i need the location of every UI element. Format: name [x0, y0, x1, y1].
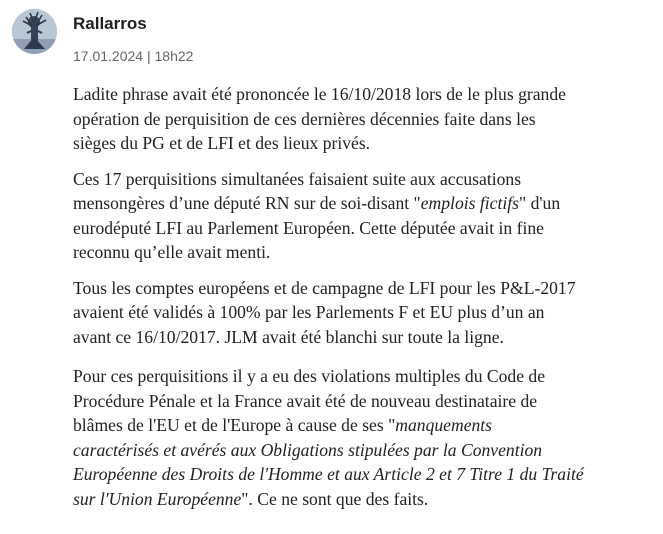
comment-time: 18h22: [154, 48, 194, 64]
comment-date: 17.01.2024: [73, 48, 144, 64]
quoted-emphasis: manquements: [395, 415, 493, 435]
author-name[interactable]: Rallarros: [73, 14, 147, 33]
comment-body: [73, 82, 655, 522]
avatar[interactable]: [12, 9, 57, 54]
comment-text-line: avant ce 16/10/2017. JLM avait été blanchi sur toute la ligne.: [73, 326, 504, 347]
comment-text-line: Pour ces perquisitions il y a eu des violations multiples du Code de: [73, 366, 546, 386]
avatar-image: [12, 9, 57, 54]
comment-text-line: Tous les comptes européens et de campagne de LFI pour les P&L-2017: [73, 277, 576, 298]
comment-paragraph: [73, 82, 655, 156]
comment-timestamp: [73, 48, 193, 64]
comment-text-line: Ladite phrase avait été prononcée le 16/10/2018 lors de le plus grande: [73, 84, 566, 104]
comment-paragraph: [73, 276, 655, 350]
comment-text-line: reconnu qu’elle avait menti.: [73, 242, 271, 262]
comment-paragraph: [73, 364, 655, 511]
timestamp-separator: |: [146, 48, 151, 64]
comment-text-line: Ces 17 perquisitions simultanées faisaient suite aux accusations: [73, 168, 522, 189]
quoted-emphasis: Européenne des Droits de l'Homme et aux Article 2 et 7 Titre 1 du Traité: [73, 464, 584, 484]
comment-text-line: eurodéputé LFI au Parlement Européen. Cette députée avait in fine: [73, 217, 544, 238]
quoted-emphasis: sur l'Union Européenne: [73, 488, 242, 509]
comment-text-line: blâmes de l'EU et de l'Europe à cause de ses ": [73, 415, 396, 435]
quoted-emphasis: caractérisés et avérés aux Obligations stipulées par la Convention: [73, 439, 543, 460]
quoted-emphasis: emplois fictifs: [420, 193, 519, 213]
comment-text-line: ". Ce ne sont que des faits.: [241, 488, 429, 509]
comment-text-line: Procédure Pénale et la France avait été de nouveau destinataire de: [73, 390, 538, 411]
comment-paragraph: [73, 167, 655, 265]
comment-text-line: avaient été validés à 100% par les Parlements F et EU plus d’un an: [73, 302, 545, 322]
comment-text-line: " d'un: [518, 193, 561, 213]
comment-text-line: mensongères d’une député RN sur de soi-disant ": [73, 193, 421, 213]
comment-text-line: opération de perquisition de ces dernières décennies faite dans les: [73, 108, 536, 129]
comment-text-line: sièges du PG et de LFI et des lieux privés.: [73, 133, 371, 153]
